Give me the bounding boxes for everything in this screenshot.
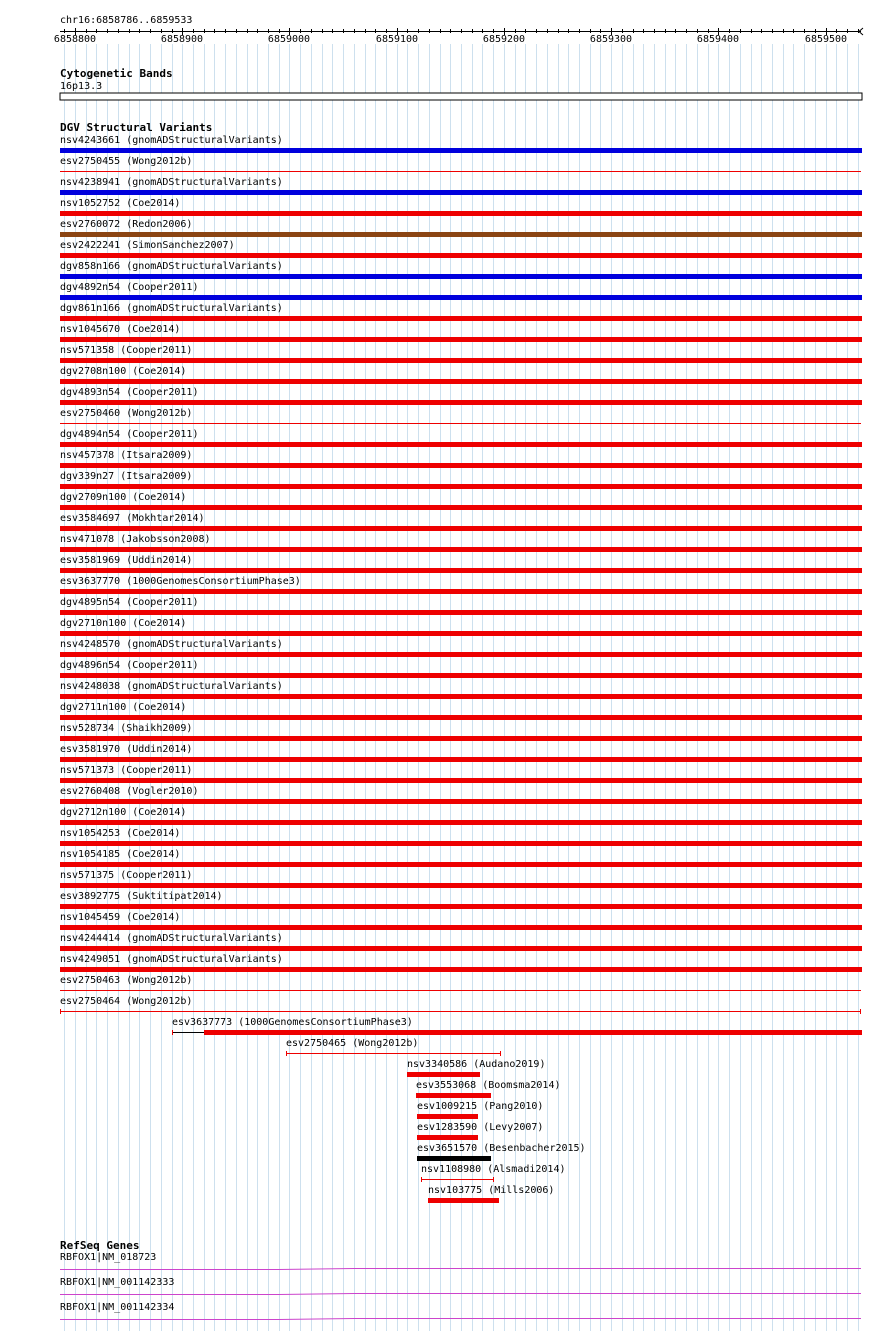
variant-label: nsv1054185 (Coe2014) (60, 849, 181, 860)
variant-label: nsv3340586 (Audano2019) (407, 1059, 546, 1070)
variant-bar (60, 715, 862, 720)
variant-label: esv3637770 (1000GenomesConsortiumPhase3) (60, 576, 301, 587)
variant-bar (60, 925, 862, 930)
variant-label: esv2750465 (Wong2012b) (286, 1038, 419, 1049)
variant-bar (60, 799, 862, 804)
variant-label: dgv858n166 (gnomADStructuralVariants) (60, 261, 283, 272)
variant-bar (60, 547, 862, 552)
variant-label: nsv4238941 (gnomADStructuralVariants) (60, 177, 283, 188)
variant-label: dgv2711n100 (Coe2014) (60, 702, 187, 713)
variant-bar (60, 505, 862, 510)
ruler-tick-label: 6859400 (696, 34, 740, 45)
variant-bar (60, 568, 862, 573)
variant-bar (60, 883, 862, 888)
dgv-track-title: DGV Structural Variants (60, 121, 213, 134)
variant-label: nsv4248570 (gnomADStructuralVariants) (60, 639, 283, 650)
variant-bar (60, 484, 862, 489)
variant-bar (60, 358, 862, 363)
variant-label: nsv571373 (Cooper2011) (60, 765, 193, 776)
variant-label: dgv2708n100 (Coe2014) (60, 366, 187, 377)
variant-label: nsv1045459 (Coe2014) (60, 912, 181, 923)
variant-bar (60, 295, 862, 300)
gene-label: RBFOX1|NM_001142333 (60, 1277, 175, 1288)
variant-label: esv3553068 (Boomsma2014) (416, 1080, 561, 1091)
variant-label: dgv2712n100 (Coe2014) (60, 807, 187, 818)
variant-label: esv2750455 (Wong2012b) (60, 156, 193, 167)
gene-label: RBFOX1|NM_001142334 (60, 1302, 175, 1313)
variant-label: dgv4895n54 (Cooper2011) (60, 597, 199, 608)
variant-label: esv2760408 (Vogler2010) (60, 786, 199, 797)
ruler-tick-label: 6859100 (375, 34, 419, 45)
variant-bar (60, 232, 862, 237)
refseq-track-title: RefSeq Genes (60, 1239, 140, 1252)
variant-label: esv3892775 (Suktitipat2014) (60, 891, 223, 902)
variant-bar (417, 1135, 478, 1140)
variant-bar (417, 1156, 491, 1161)
variant-label: dgv2710n100 (Coe2014) (60, 618, 187, 629)
variant-bar (407, 1072, 480, 1077)
variant-label: nsv4248038 (gnomADStructuralVariants) (60, 681, 283, 692)
variant-label: nsv1108980 (Alsmadi2014) (421, 1164, 566, 1175)
variant-bar (60, 274, 862, 279)
variant-label: esv1283590 (Levy2007) (417, 1122, 544, 1133)
variant-bar (60, 652, 862, 657)
variant-bar (60, 862, 862, 867)
variant-bar (60, 400, 862, 405)
variant-bar (60, 631, 862, 636)
variant-label: esv3581969 (Uddin2014) (60, 555, 193, 566)
variant-bar (417, 1114, 478, 1119)
variant-bar (60, 673, 862, 678)
variant-bar (60, 694, 862, 699)
variant-label: esv3637773 (1000GenomesConsortiumPhase3) (172, 1017, 413, 1028)
variant-label: esv2760072 (Redon2006) (60, 219, 193, 230)
variant-label: dgv861n166 (gnomADStructuralVariants) (60, 303, 283, 314)
variant-label: esv3584697 (Mokhtar2014) (60, 513, 205, 524)
variant-label: esv3651570 (Besenbacher2015) (417, 1143, 586, 1154)
variant-label: nsv528734 (Shaikh2009) (60, 723, 193, 734)
variant-bar (60, 526, 862, 531)
variant-label: dgv4893n54 (Cooper2011) (60, 387, 199, 398)
variant-label: nsv4243661 (gnomADStructuralVariants) (60, 135, 283, 146)
variant-bar (428, 1198, 499, 1203)
variant-bar (60, 610, 862, 615)
cytoband-bar (60, 93, 862, 100)
gene-label: RBFOX1|NM_018723 (60, 1252, 157, 1263)
variant-label: dgv4896n54 (Cooper2011) (60, 660, 199, 671)
variant-bar (60, 967, 862, 972)
cytoband-track-title: Cytogenetic Bands (60, 67, 173, 80)
variant-label: esv3581970 (Uddin2014) (60, 744, 193, 755)
variant-label: nsv1045670 (Coe2014) (60, 324, 181, 335)
gene-intron-line (60, 1319, 861, 1320)
variant-bar (60, 379, 862, 384)
variant-label: dgv4892n54 (Cooper2011) (60, 282, 199, 293)
ruler-tick-label: 6859500 (804, 34, 848, 45)
variant-label: esv2750463 (Wong2012b) (60, 975, 193, 986)
ruler-tick-label: 6858800 (53, 34, 97, 45)
variant-label: esv2422241 (SimonSanchez2007) (60, 240, 235, 251)
variant-label: esv2750460 (Wong2012b) (60, 408, 193, 419)
variant-label: dgv4894n54 (Cooper2011) (60, 429, 199, 440)
variant-label: nsv571375 (Cooper2011) (60, 870, 193, 881)
variant-bar (60, 778, 862, 783)
variant-bar (60, 337, 862, 342)
variant-label: nsv471078 (Jakobsson2008) (60, 534, 211, 545)
gene-intron-line (60, 1294, 861, 1295)
variant-label: nsv103775 (Mills2006) (428, 1185, 555, 1196)
variant-bar (60, 946, 862, 951)
variant-bar (416, 1093, 491, 1098)
variant-bar (60, 211, 862, 216)
variant-label: esv2750464 (Wong2012b) (60, 996, 193, 1007)
variant-bar (60, 190, 862, 195)
variant-label: nsv457378 (Itsara2009) (60, 450, 193, 461)
cytoband-label: 16p13.3 (60, 81, 103, 92)
variant-bar (60, 148, 862, 153)
variant-bar (60, 904, 862, 909)
variant-label: esv1009215 (Pang2010) (417, 1101, 544, 1112)
variant-bar (60, 820, 862, 825)
ruler-tick-label: 6859200 (482, 34, 526, 45)
variant-label: nsv4249051 (gnomADStructuralVariants) (60, 954, 283, 965)
variant-bar (60, 736, 862, 741)
variant-label: dgv2709n100 (Coe2014) (60, 492, 187, 503)
variant-bar (60, 253, 862, 258)
ruler-tick-label: 6859300 (589, 34, 633, 45)
gene-intron-line (60, 1269, 861, 1270)
ruler-tick-label: 6858900 (160, 34, 204, 45)
ruler-tick-label: 6859000 (267, 34, 311, 45)
variant-label: nsv1052752 (Coe2014) (60, 198, 181, 209)
variant-label: nsv1054253 (Coe2014) (60, 828, 181, 839)
variant-bar (60, 316, 862, 321)
variant-label: nsv4244414 (gnomADStructuralVariants) (60, 933, 283, 944)
variant-bar (60, 757, 862, 762)
variant-bar (60, 463, 862, 468)
variant-label: dgv339n27 (Itsara2009) (60, 471, 193, 482)
variant-bar (60, 841, 862, 846)
variant-bar (60, 589, 862, 594)
ruler-position: chr16:6858786..6859533 (60, 15, 193, 26)
variant-bar (60, 442, 862, 447)
variant-label: nsv571358 (Cooper2011) (60, 345, 193, 356)
variant-bar (204, 1030, 862, 1035)
